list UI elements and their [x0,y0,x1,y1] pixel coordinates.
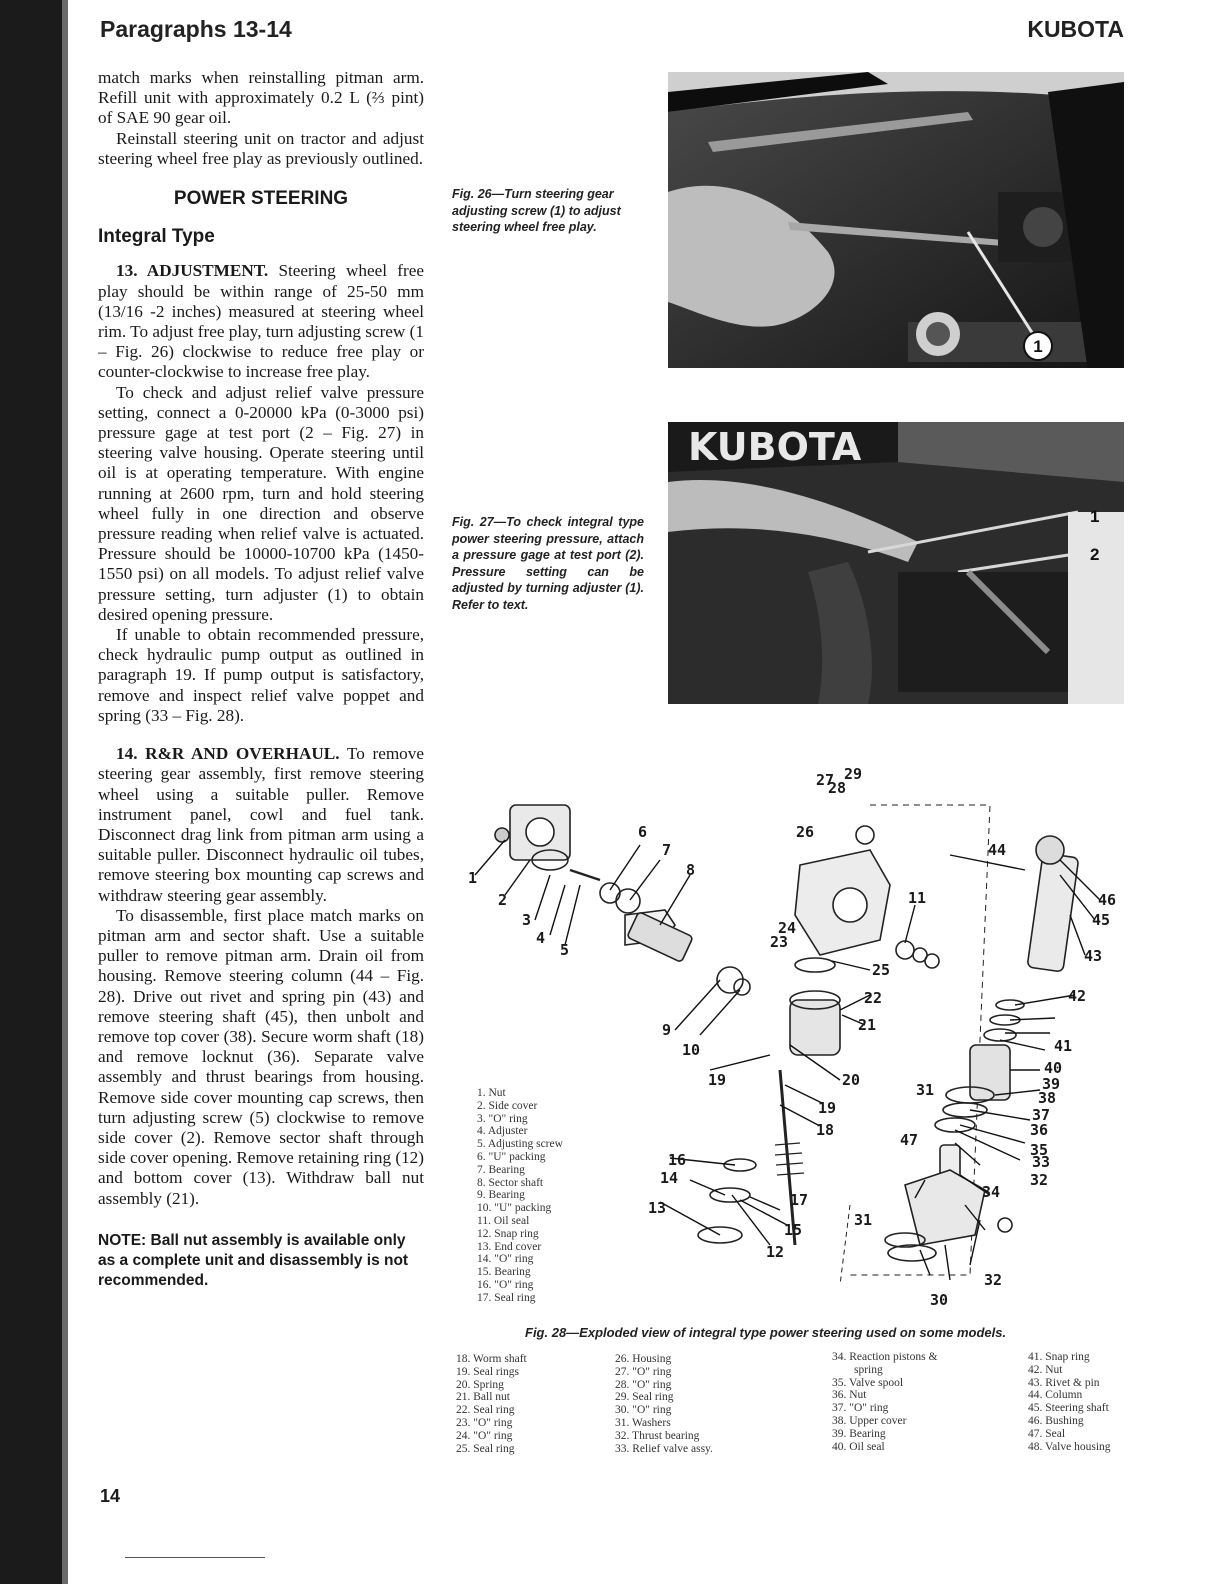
note: NOTE: Ball nut assembly is available only as a complete unit and disassembly is not recommended. [98,1231,409,1289]
fig26-callout: 1 [1033,337,1043,356]
fig28-callout-label: 4 [536,929,546,947]
fig28-callout-label: 8 [686,861,696,879]
legend-item: 11. Oil seal [477,1214,530,1227]
page-number: 14 [100,1486,121,1506]
legend-item: 48. Valve housing [1028,1440,1111,1453]
fig27-callout-2: 2 [1090,545,1100,564]
text-column [98,68,424,1291]
paragraph [98,744,424,906]
legend-item: 31. Washers [615,1416,671,1429]
paragraph: To disassemble, first place match marks on pitman arm and sector shaft. Use a suitable puller to remove pitman arm. Drain oil from housing. Remove steering column (44 – Fig. 28). Drive out rivet and spring pin (43) and remove steering shaft (45), then unbolt and remove top cover (38). Secure worm shaft (18) and remove locknut (36). Separate valve assembly and thrust bearings from housing. Remove side cover mounting cap screws, then turn adjusting screw (5) clockwise to remove side cover (2). Remove sector shaft through side cover opening. Remove retaining ring (12) and bottom cover (13). Withdraw ball nut assembly (21). [98,905,424,1208]
legend-item: 36. Nut [832,1389,867,1402]
fig28-callout-label: 46 [1098,891,1117,909]
legend-item: 4. Adjuster [477,1125,528,1138]
fig28-callout-label: 23 [770,933,789,951]
fig28-callout-label: 26 [796,823,815,841]
fig28-callout-label: 5 [560,941,570,959]
legend-item: 5. Adjusting screw [477,1138,563,1151]
legend-item: 17. Seal ring [477,1291,536,1304]
legend-item: 10. "U" packing [477,1202,552,1215]
paragraph: Reinstall steering unit on tractor and adjust steering wheel free play as previously outlined. [98,128,424,168]
fig28-callout-label: 36 [1030,1121,1049,1139]
legend-item: 24. "O" ring [456,1429,513,1442]
fig27-callout-1: 1 [1090,507,1100,526]
legend-item: 29. Seal ring [615,1391,674,1404]
legend-item: spring [854,1363,883,1376]
fig28-callout-label: 29 [844,765,863,783]
legend-item: 20. Spring [456,1378,504,1391]
fig28-callout-label: 22 [864,989,883,1007]
fig28-callout-label: 31 [916,1081,935,1099]
legend-item: 23. "O" ring [456,1416,513,1429]
subsection-heading: Integral Type [98,226,215,248]
paragraph: To check and adjust relief valve pressure setting, connect a 0-20000 kPa (0-3000 psi) pressure gage at test port (2 – Fig. 27) in steering valve housing. Operate steering until oil is at operating temperature. With engine running at 2600 rpm, turn and hold steering wheel fully in one direction and observe pressure reading when relief valve is actuated. Pressure should be 10000-10700 kPa (1450-1550 psi) on all models. To adjust relief valve pressure setting, turn adjuster (1) to obtain desired opening pressure. [98,382,424,624]
legend-item: 43. Rivet & pin [1028,1376,1100,1389]
fig28-callout-label: 30 [930,1291,949,1309]
legend-item: 30. "O" ring [615,1404,672,1417]
legend-item: 26. Housing [615,1353,672,1365]
fig28-callout-label: 32 [984,1271,1003,1289]
fig27-caption: Fig. 27—To check integral type power steering pressure, attach a pressure gage at test port (2). Pressure setting can be adjusted by turning adjuster (1). Refer to text. [452,515,644,612]
fig28-callout-label: 37 [1032,1106,1051,1124]
fig28-callout-label: 14 [660,1169,679,1187]
fig28-callout-label: 44 [988,841,1007,859]
legend-item: 9. Bearing [477,1189,525,1202]
fig28-legend-e [1028,1351,1111,1453]
fig28-legend-b [456,1353,527,1455]
fig28-callout-label: 47 [900,1131,919,1149]
fig28-callout-label: 7 [662,841,672,859]
fig28-callout-label: 20 [842,1071,861,1089]
legend-item: 45. Steering shaft [1028,1402,1109,1415]
fig28-legend-d [832,1351,937,1453]
legend-item: 13. End cover [477,1240,542,1253]
fig28-callout-label: 16 [668,1151,687,1169]
fig28-callout-label: 21 [858,1016,877,1034]
legend-item: 28. "O" ring [615,1378,672,1391]
fig27-photo-brand: KUBOTA [688,425,862,469]
fig28-callout-label: 31 [854,1211,873,1229]
fig28-callout-label: 27 [816,771,835,789]
footer-rule [125,1557,265,1558]
legend-item: 39. Bearing [832,1427,886,1440]
legend-item: 33. Relief valve assy. [615,1442,713,1455]
legend-item: 34. Reaction pistons & [832,1351,938,1363]
legend-item: 19. Seal rings [456,1365,519,1378]
fig28-caption: Fig. 28—Exploded view of integral type power steering used on some models. [525,1325,1007,1340]
legend-item: 7. Bearing [477,1163,525,1176]
legend-item: 47. Seal [1028,1427,1066,1440]
fig28-callout-label: 9 [662,1021,672,1039]
legend-item: 14. "O" ring [477,1253,534,1266]
paragraph: match marks when reinstalling pitman arm. Refill unit with approximately 0.2 L (⅔ pint) of SAE 90 gear oil. [98,68,424,128]
legend-item: 25. Seal ring [456,1442,515,1455]
fig28-callout-label: 2 [498,891,508,909]
legend-item: 46. Bushing [1028,1414,1084,1427]
legend-item: 44. Column [1028,1389,1083,1402]
legend-item: 37. "O" ring [832,1402,889,1415]
legend-item: 6. "U" packing [477,1150,546,1163]
paragraph [98,261,424,382]
legend-item: 41. Snap ring [1028,1351,1090,1363]
paragraph: If unable to obtain recommended pressure, check hydraulic pump output as outlined in paragraph 19. If pump output is satisfactory, remove and inspect relief valve poppet and spring (33 – Fig. 28). [98,625,424,725]
fig28-callout-label: 18 [816,1121,835,1139]
legend-item: 22. Seal ring [456,1404,515,1417]
fig28-callout-label: 3 [522,911,532,929]
fig28-callout-label: 17 [790,1191,809,1209]
scan-edge-shade [62,0,68,1584]
fig28-legend-a [477,1087,563,1305]
fig28-callout-label: 35 [1030,1141,1049,1159]
fig28-callout-label: 13 [648,1199,667,1217]
fig27-photo-art [668,422,1124,704]
fig28-callout-label: 39 [1042,1075,1061,1093]
running-header-left: Paragraphs 13-14 [100,16,292,42]
fig28-callout-label: 33 [1032,1153,1051,1171]
legend-item: 3. "O" ring [477,1112,528,1125]
fig28-legend-c [615,1353,713,1455]
legend-item: 16. "O" ring [477,1278,534,1291]
fig28-callout-label: 38 [1038,1089,1057,1107]
fig26-photo [668,72,1124,368]
fig26-photo-art [668,72,1124,368]
fig28-callout-label: 12 [766,1243,785,1261]
fig28-callout-label: 24 [778,919,797,937]
fig28-callout-label: 15 [784,1221,803,1239]
paragraph-lead: 14. R&R AND OVERHAUL. [116,744,340,764]
fig28-callout-label: 34 [982,1183,1001,1201]
legend-item: 42. Nut [1028,1363,1063,1376]
fig28-callout-label: 19 [708,1071,727,1089]
fig28-callout-label: 43 [1084,947,1103,965]
fig28-callout-label: 32 [1030,1171,1049,1189]
running-header-right: KUBOTA [1027,16,1124,42]
fig28-callout-label: 1 [468,869,478,887]
legend-item: 8. Sector shaft [477,1176,544,1189]
fig28-callout-label: 6 [638,823,648,841]
legend-item: 40. Oil seal [832,1440,885,1453]
fig28-callout-label: 28 [828,779,847,797]
fig28-callout-label: 40 [1044,1059,1063,1077]
paragraph-lead: 13. ADJUSTMENT. [116,261,269,281]
legend-item: 2. Side cover [477,1099,538,1112]
fig28-callout-label: 11 [908,889,927,907]
fig27-photo [668,422,1124,704]
section-heading: POWER STEERING [173,188,349,210]
legend-item: 21. Ball nut [456,1391,510,1404]
fig28-callout-label: 42 [1068,987,1087,1005]
legend-item: 18. Worm shaft [456,1353,527,1365]
legend-item: 15. Bearing [477,1266,531,1279]
legend-item: 27. "O" ring [615,1365,672,1378]
fig28-callout-label: 10 [682,1041,701,1059]
fig28-callout-label: 19 [818,1099,837,1117]
paragraph-body: Steering wheel free play should be within range of 25-50 mm (13/16 -2 inches) measured at steering wheel rim. To adjust free play, turn adjusting screw (1 – Fig. 26) clockwise to reduce free play or counter-clockwise to increase free play. [98,261,424,382]
legend-item: 32. Thrust bearing [615,1429,700,1442]
legend-item: 12. Snap ring [477,1227,539,1240]
fig28-callout-label: 41 [1054,1037,1073,1055]
fig26-caption: Fig. 26—Turn steering gear adjusting screw (1) to adjust steering wheel free play. [452,187,621,234]
paragraph-body: To remove steering gear assembly, first remove steering wheel using a suitable puller. Remove instrument panel, cowl and fuel tank. Disconnect drag link from pitman arm using a suitable puller. Disconnect hydraulic oil tubes, remove steering box mounting cap screws and withdraw steering gear assembly. [98,744,425,905]
fig28-callout-label: 45 [1092,911,1111,929]
fig28-callout-label: 25 [872,961,891,979]
legend-item: 1. Nut [477,1087,506,1099]
legend-item: 35. Valve spool [832,1376,904,1389]
legend-item: 38. Upper cover [832,1414,907,1427]
scan-edge [0,0,62,1584]
